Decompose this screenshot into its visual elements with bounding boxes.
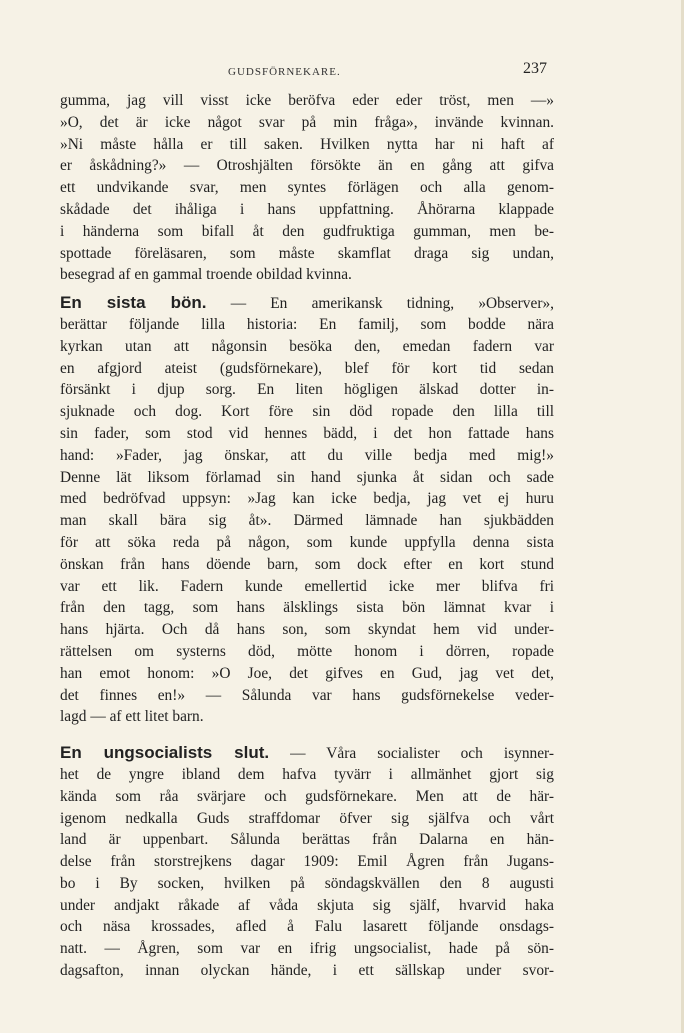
text-line: Denne lät liksom förlamad sin hand sjunka åt sidan och sade xyxy=(60,468,554,486)
text-line: man skall bära sig åt». Därmed lämnade han sjukbädden xyxy=(60,512,554,530)
text-line: igenom nedkalla Guds straffdomar öfver sig själfva och vårt xyxy=(60,809,554,827)
text-line: natt. — Ågren, som var en ifrig ungsocialist, hade på sön- xyxy=(60,940,554,958)
text-line: spottade föreläsaren, som måste skamflat draga sig undan, xyxy=(60,244,554,262)
running-head: GUDSFÖRNEKARE. xyxy=(228,66,341,78)
text-line: under andjakt råkade af våda skjuta sig själf, hvarvid haka xyxy=(60,896,554,914)
page-number: 237 xyxy=(523,60,547,77)
body-text xyxy=(60,90,554,982)
text-line: »Ni måste hålla er till saken. Hvilken nytta har ni haft af xyxy=(60,135,554,153)
text-line: hans hjärta. Och då hans son, som skyndat hem vid under- xyxy=(60,621,554,639)
text-line: han emot honom: »O Joe, det gifves en Gud, jag vet det, xyxy=(60,664,554,682)
text-line: sjuknade och dog. Kort före sin död ropade den lilla till xyxy=(60,403,554,421)
text-line: er åskådning?» — Otroshjälten försökte än en gång att gifva xyxy=(60,157,554,175)
text-line: var ett lik. Fadern kunde emellertid icke mer blifva fri xyxy=(60,577,554,595)
text-line: ett undvikande svar, men syntes förlägen och alla genom- xyxy=(60,179,554,197)
text-line: het de yngre ibland dem hafva tyvärr i allmänhet gjort sig xyxy=(60,765,554,783)
text-line: kända som råa svärjare och gudsförnekare. Men att de här- xyxy=(60,787,554,805)
text-line: en afgjord ateist (gudsförnekare), blef för kort tid sedan xyxy=(60,359,554,377)
paragraph-1 xyxy=(60,90,554,286)
text-line: rättelsen om systerns död, mötte honom i dörren, ropade xyxy=(60,642,554,660)
paragraph-2 xyxy=(60,292,554,728)
text-line: hand: »Fader, jag önskar, att du ville bedja med mig!» xyxy=(60,446,554,464)
text-line: det finnes en!» — Sålunda var hans gudsförnekelse veder- xyxy=(60,686,554,704)
first-line-text: — En amerikansk tidning, »Observer», xyxy=(206,295,554,313)
paragraph-3 xyxy=(60,742,554,982)
text-line: och näsa krossades, afled å Falu lasarett följande onsdags- xyxy=(60,918,554,936)
text-line: med bedröfvad uppsyn: »Jag kan icke bedja, jag vet ej huru xyxy=(60,490,554,508)
text-line: skådade det ihåliga i hans uppfattning. Åhörarna klappade xyxy=(60,200,554,218)
first-line xyxy=(60,292,554,314)
text-line: för att söka reda på någon, som kunde uppfylla denna sista xyxy=(60,533,554,551)
text-line: »O, det är icke något svar på min fråga», invände kvinnan. xyxy=(60,113,554,131)
text-line: önskan från hans döende barn, som dock efter en kort stund xyxy=(60,555,554,573)
text-line: besegrad af en gammal troende obildad kvinna. xyxy=(60,266,352,284)
text-line: sin fader, som stod vid hennes bädd, i det hon fattade hans xyxy=(60,424,554,442)
text-line: försänkt i djup sorg. En liten högligen älskad dotter in- xyxy=(60,381,554,399)
text-line: dagsafton, innan olyckan hände, i ett sällskap under svor- xyxy=(60,962,554,980)
first-line xyxy=(60,742,554,764)
text-line: bo i By socken, hvilken på söndagskvällen den 8 augusti xyxy=(60,874,554,892)
text-line: land är uppenbart. Sålunda berättas från Dalarna en hän- xyxy=(60,831,554,849)
section-heading: En ungsocialists slut. xyxy=(60,743,270,763)
text-line: delse från storstrejkens dagar 1909: Emil Ågren från Jugans- xyxy=(60,853,554,871)
section-heading: En sista bön. xyxy=(60,293,207,313)
text-line: berättar följande lilla historia: En familj, som bodde nära xyxy=(60,315,554,333)
text-line: kyrkan utan att någonsin besöka den, emedan fadern var xyxy=(60,337,554,355)
text-line: lagd — af ett litet barn. xyxy=(60,708,204,726)
text-line: i händerna som bifall åt den gudfruktiga gumman, men be- xyxy=(60,222,554,240)
first-line-text: — Våra socialister och isynner- xyxy=(269,745,554,763)
text-line: gumma, jag vill visst icke beröfva eder eder tröst, men —» xyxy=(60,92,554,109)
text-line: från den tagg, som hans älsklings sista bön lämnat kvar i xyxy=(60,599,554,617)
